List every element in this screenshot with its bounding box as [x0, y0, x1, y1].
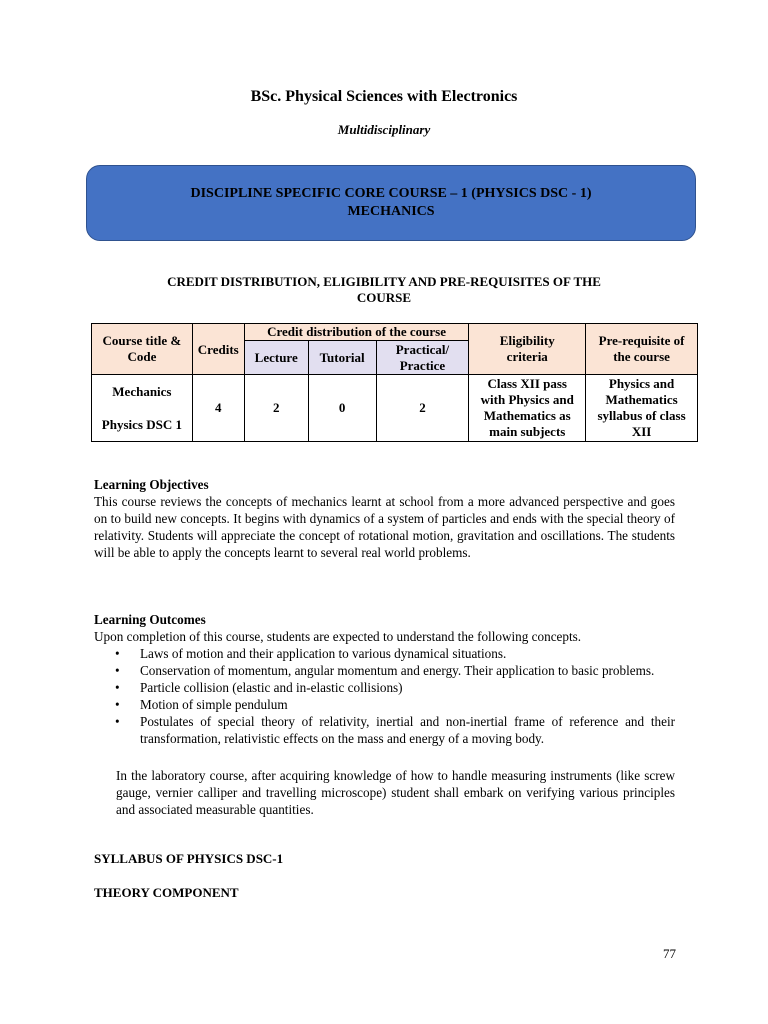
header-prerequisite-line-2: the course — [613, 349, 670, 364]
document-subtitle: Multidisciplinary — [337, 122, 431, 137]
bullet-icon: • — [115, 697, 120, 712]
learning-objectives-heading: Learning Objectives — [94, 477, 209, 492]
header-prerequisite — [586, 324, 698, 375]
table-row — [92, 375, 698, 442]
cell-prerequisite-line-1: Physics and — [608, 376, 675, 391]
header-eligibility — [469, 324, 586, 375]
list-item-text: Postulates of special theory of relativity, inertial and non-inertial frame of reference and their transformation, relativistic effects on the mass and energy of a moving body. — [140, 714, 675, 746]
cell-prerequisite-line-4: XII — [631, 424, 652, 439]
banner-line-1: DISCIPLINE SPECIFIC CORE COURSE – 1 (PHYSICS DSC - 1) — [190, 186, 592, 201]
cell-tutorial: 0 — [308, 375, 376, 442]
list-item-text: Motion of simple pendulum — [140, 697, 288, 712]
cell-eligibility-line-4: main subjects — [489, 424, 566, 439]
header-tutorial: Tutorial — [308, 341, 376, 375]
bullet-icon: • — [115, 680, 120, 695]
document-title: BSc. Physical Sciences with Electronics — [250, 88, 518, 105]
cell-prerequisite — [586, 375, 698, 442]
laboratory-paragraph: In the laboratory course, after acquiring knowledge of how to handle measuring instruments (like screw gauge, vernier calliper and travelling microscope) student shall embark on verifying various principles and associated measurable quantities. — [116, 768, 675, 817]
header-lecture: Lecture — [244, 341, 308, 375]
header-course-title-line-2: Code — [127, 349, 157, 364]
learning-outcomes — [94, 611, 675, 645]
cell-practical: 2 — [376, 375, 469, 442]
outcomes-list — [94, 645, 675, 747]
cell-eligibility-line-1: Class XII pass — [487, 376, 567, 391]
list-item — [115, 696, 675, 713]
cell-course-name: Mechanics — [112, 383, 172, 399]
cell-eligibility-line-2: with Physics and — [480, 392, 574, 407]
header-course-title-line-1: Course title & — [102, 333, 182, 348]
banner-line-2: MECHANICS — [347, 204, 435, 219]
learning-objectives-text: This course reviews the concepts of mechanics learnt at school from a more advanced perspective and goes on to build new concepts. It begins with dynamics of a system of particles and ends with the special theory of relativity. Students will appreciate the concept of rotational motion, gravitation and oscillations. The students will be able to apply the concepts learnt to several real world problems. — [94, 494, 675, 560]
credit-distribution-table — [91, 323, 698, 442]
credit-heading-line-1: CREDIT DISTRIBUTION, ELIGIBILITY AND PRE-REQUISITES OF THE — [167, 274, 601, 289]
cell-course — [92, 375, 193, 442]
cell-prerequisite-line-2: Mathematics — [605, 392, 678, 407]
list-item-text: Particle collision (elastic and in-elastic collisions) — [140, 680, 403, 695]
list-item — [115, 645, 675, 662]
page-number: 77 — [663, 946, 676, 961]
cell-credits: 4 — [192, 375, 244, 442]
bullet-icon: • — [115, 646, 120, 661]
course-banner — [86, 165, 696, 241]
header-credits: Credits — [192, 324, 244, 375]
bullet-icon: • — [115, 714, 120, 729]
list-item-text: Laws of motion and their application to various dynamical situations. — [140, 646, 507, 661]
header-course-title — [92, 324, 193, 375]
header-practical-line-2: Practice — [399, 357, 446, 373]
cell-eligibility-line-3: Mathematics as — [483, 408, 571, 423]
syllabus-heading: SYLLABUS OF PHYSICS DSC-1 — [94, 851, 284, 866]
header-practical — [376, 341, 469, 375]
table-header-row — [92, 324, 698, 341]
list-item — [115, 662, 675, 679]
header-eligibility-line-2: criteria — [506, 349, 548, 364]
credit-section-heading — [110, 274, 658, 306]
cell-eligibility — [469, 375, 586, 442]
bullet-icon: • — [115, 663, 120, 678]
learning-objectives — [94, 476, 675, 561]
cell-course-code: Physics DSC 1 — [101, 416, 182, 432]
list-item — [115, 713, 675, 747]
header-eligibility-line-1: Eligibility — [499, 333, 555, 348]
theory-component-heading: THEORY COMPONENT — [94, 885, 239, 900]
header-credit-distribution: Credit distribution of the course — [244, 324, 469, 341]
header-practical-line-1: Practical/ — [395, 341, 450, 357]
cell-prerequisite-line-3: syllabus of class — [597, 408, 686, 423]
learning-outcomes-intro: Upon completion of this course, students are expected to understand the following concepts. — [94, 629, 582, 644]
learning-outcomes-heading: Learning Outcomes — [94, 612, 206, 627]
cell-lecture: 2 — [244, 375, 308, 442]
list-item-text: Conservation of momentum, angular momentum and energy. Their application to basic problems. — [140, 663, 655, 678]
credit-heading-line-2: COURSE — [356, 290, 412, 305]
header-prerequisite-line-1: Pre-requisite of — [598, 333, 685, 348]
list-item — [115, 679, 675, 696]
